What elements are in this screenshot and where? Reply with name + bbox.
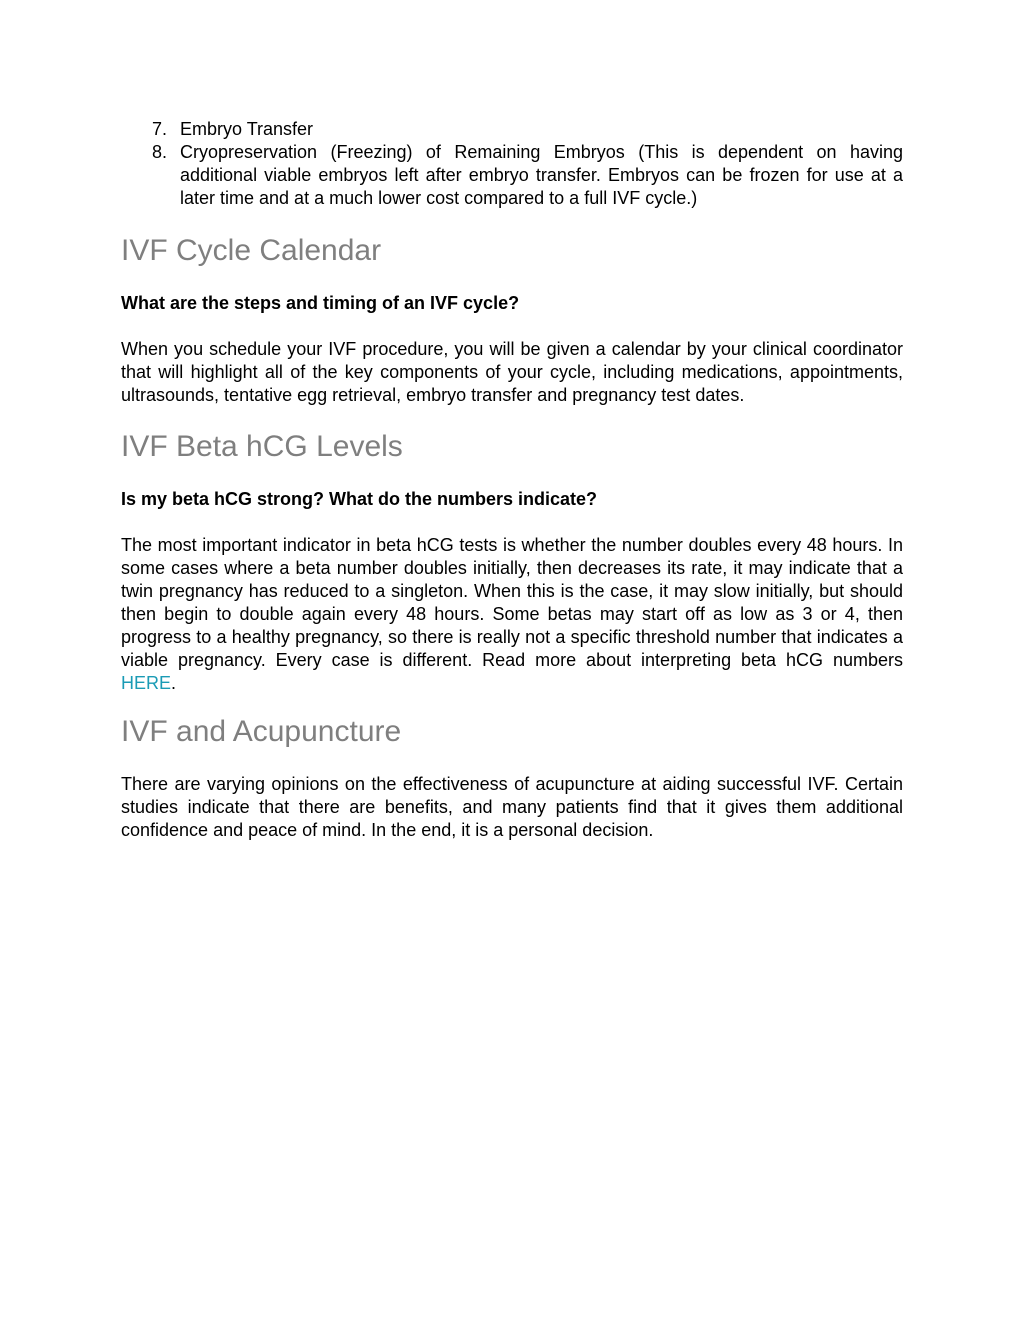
list-item-text: Embryo Transfer <box>180 119 314 139</box>
document-page <box>121 118 903 842</box>
list-item-text: Cryopreservation (Freezing) of Remaining Embryos (This is dependent on having additional viable embryos left after embryo transfer. Embryos can be frozen for use at a later time and at a much lower cost compared to a full IVF cycle.) <box>180 142 903 208</box>
paragraph-beta-hcg <box>121 534 903 695</box>
steps-list <box>121 118 903 210</box>
here-link[interactable]: HERE <box>121 673 172 693</box>
paragraph-beta-hcg-end: . <box>171 673 177 693</box>
paragraph-acupuncture: There are varying opinions on the effectiveness of acupuncture at aiding successful IVF. Certain studies indicate that there are benefits, and many patients find that it gives them additional confidence and peace of mind. In the end, it is a personal decision. <box>121 774 903 840</box>
list-item-number: 8. <box>152 142 168 162</box>
paragraph-beta-hcg-text: The most important indicator in beta hCG tests is whether the number doubles every 48 hours. In some cases where a beta number doubles initially, then decreases its rate, it may indicate that a twin pregnancy has reduced to a singleton. When this is the case, it may slow initially, but should then begin to double again every 48 hours. Some betas may start off as low as 3 or 4, then progress to a healthy pregnancy, so there is really not a specific threshold number that indicates a viable pregnancy. Every case is different. Read more about interpreting beta hCG numbers <box>121 535 903 670</box>
section-heading-beta-hcg: IVF Beta hCG Levels <box>121 430 403 463</box>
question-cycle-calendar: What are the steps and timing of an IVF cycle? <box>121 293 520 313</box>
list-item <box>121 141 903 210</box>
question-beta-hcg: Is my beta hCG strong? What do the numbers indicate? <box>121 489 598 509</box>
section-heading-cycle-calendar: IVF Cycle Calendar <box>121 234 382 267</box>
paragraph-cycle-calendar: When you schedule your IVF procedure, you will be given a calendar by your clinical coordinator that will highlight all of the key components of your cycle, including medications, appointments, ultrasounds, tentative egg retrieval, embryo transfer and pregnancy test dates. <box>121 339 903 405</box>
list-item <box>121 118 903 141</box>
list-item-number: 7. <box>152 119 168 139</box>
section-heading-acupuncture: IVF and Acupuncture <box>121 715 402 748</box>
